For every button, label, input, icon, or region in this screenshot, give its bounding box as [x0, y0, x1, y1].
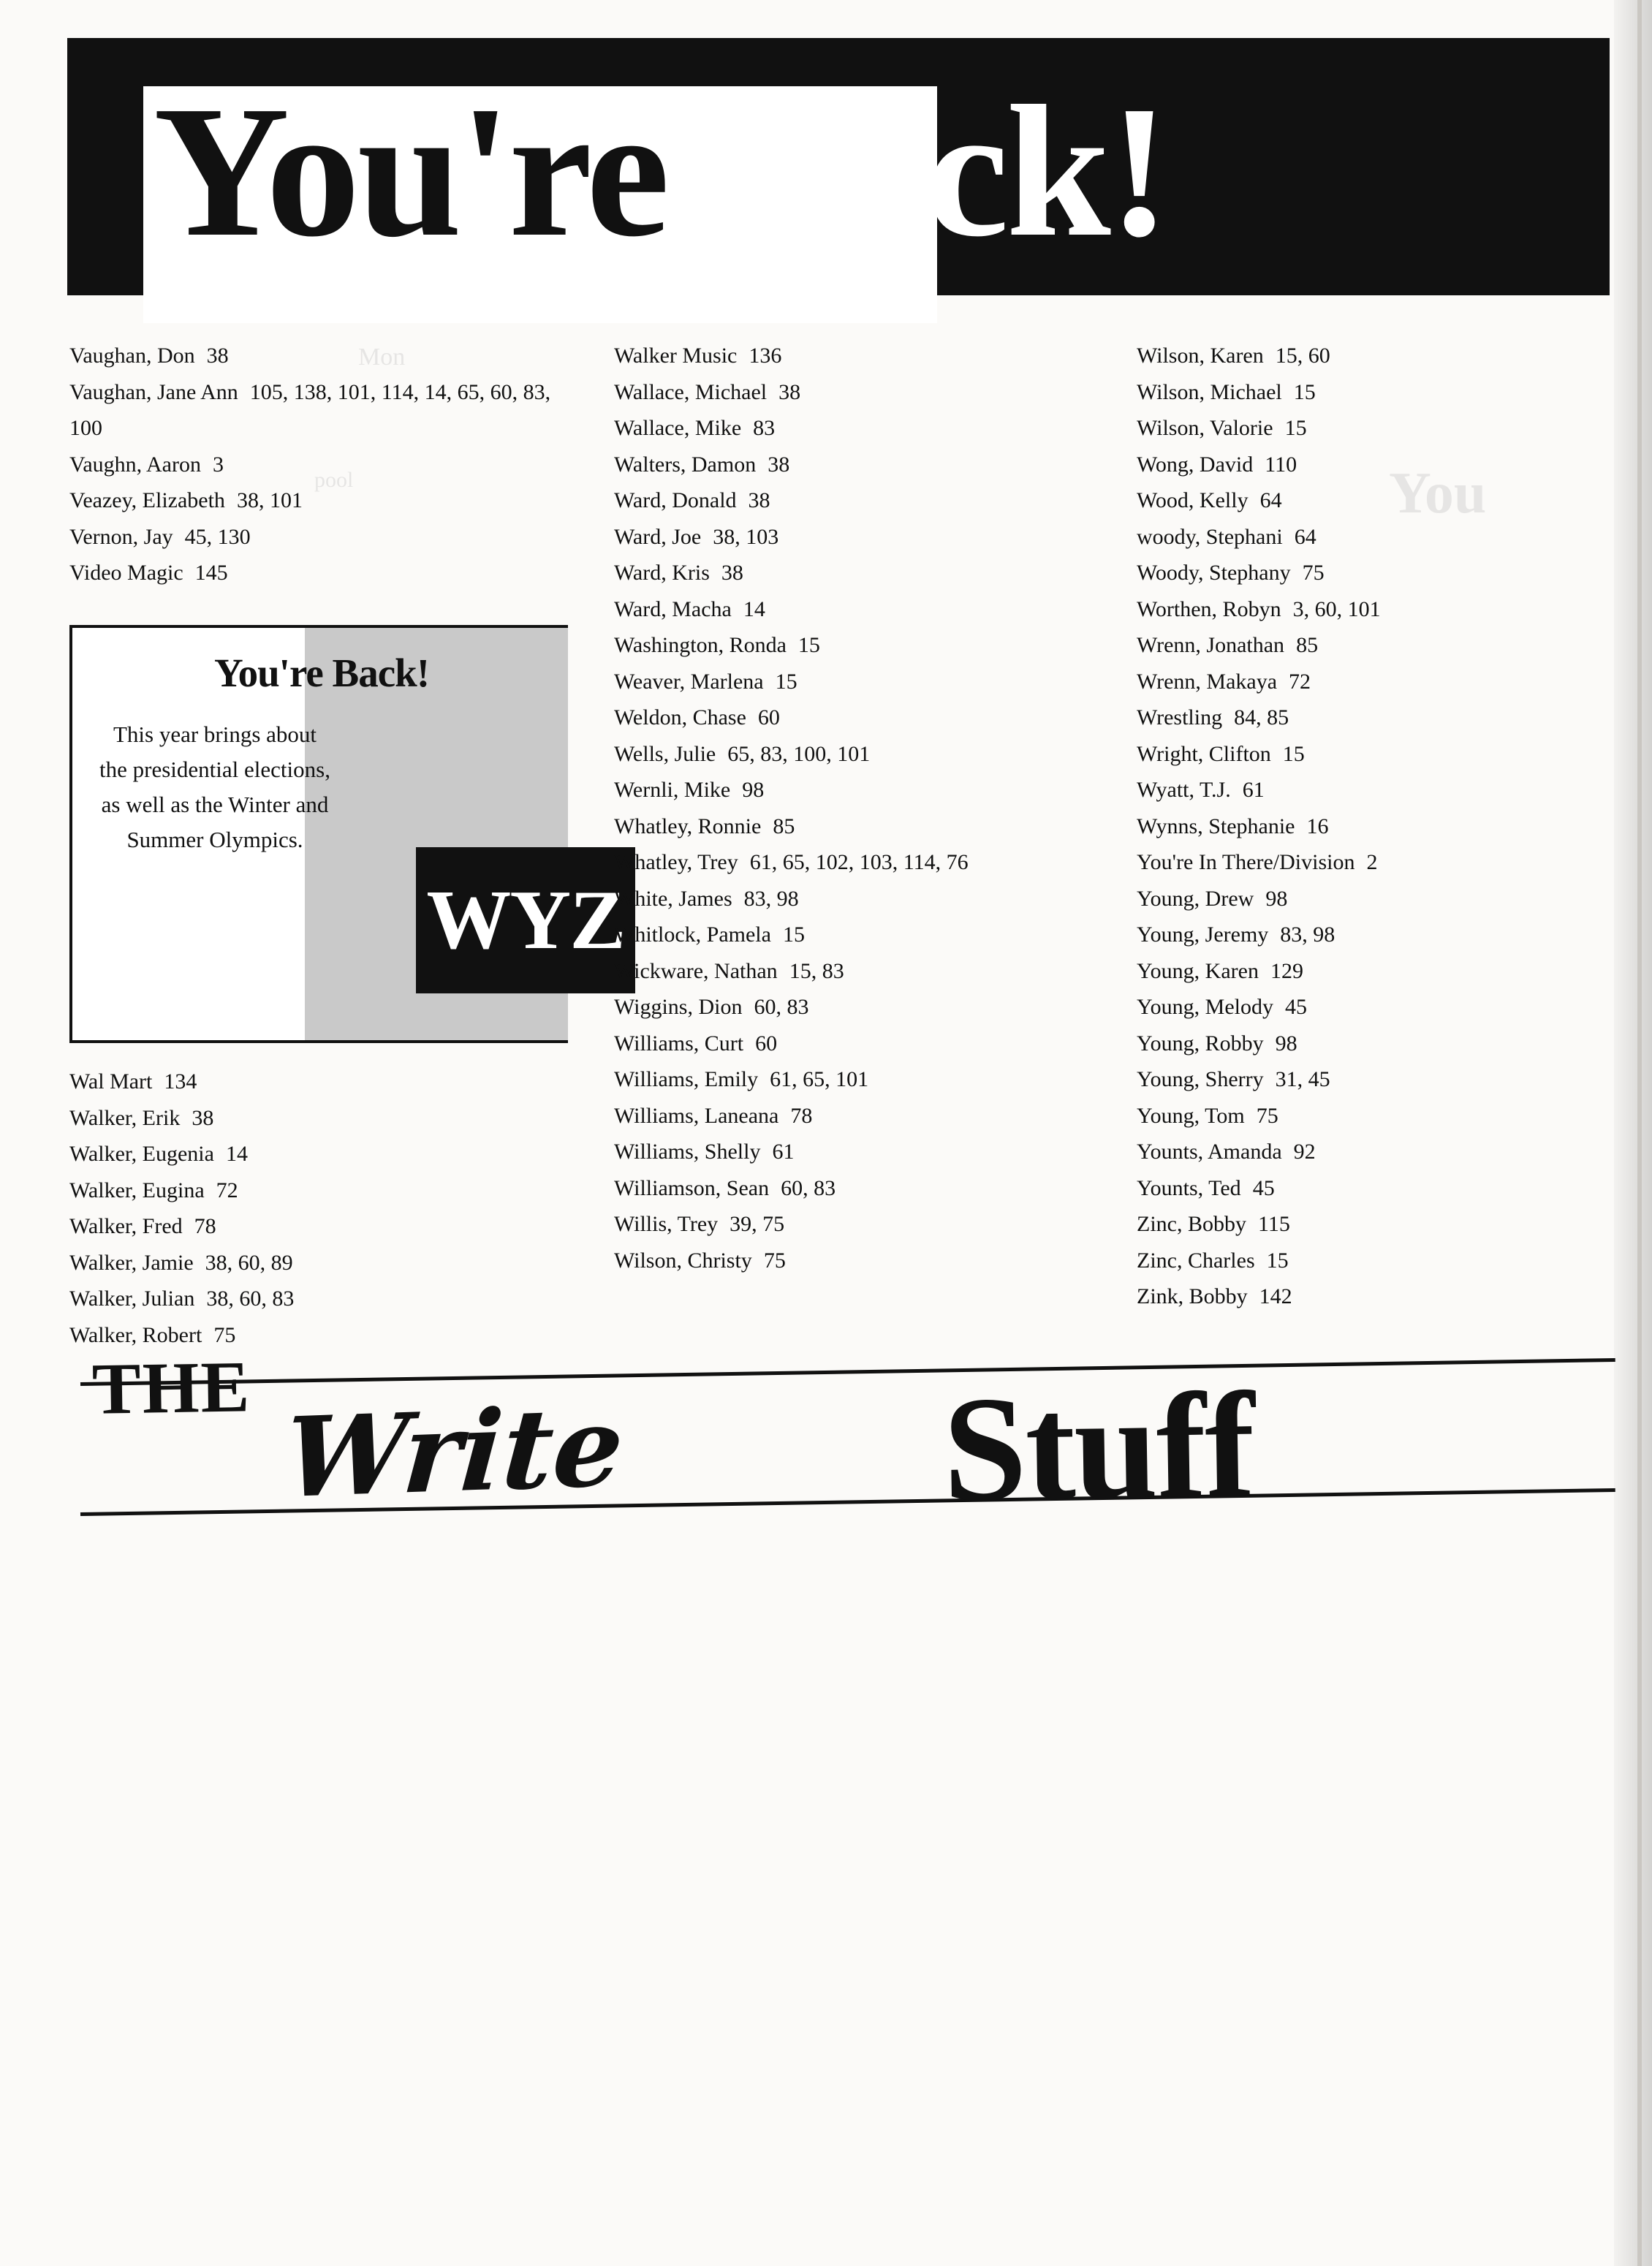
- index-entry-pages: 14: [743, 596, 765, 621]
- index-entry-pages: 83, 98: [743, 886, 799, 911]
- index-entry-name: Zink, Bobby: [1137, 1284, 1248, 1308]
- index-entry: [614, 664, 1118, 700]
- index-entry-name: Ward, Donald: [614, 488, 737, 512]
- index-entry-pages: 142: [1259, 1284, 1292, 1308]
- index-entry-pages: 60, 83: [754, 995, 809, 1019]
- index-entry: [1137, 1098, 1619, 1134]
- index-entry-pages: 61: [772, 1140, 795, 1164]
- index-entry-name: Young, Tom: [1137, 1103, 1245, 1128]
- index-entry-name: Young, Jeremy: [1137, 922, 1269, 947]
- index-entry-pages: 38: [768, 452, 790, 477]
- index-entry-pages: 15: [797, 633, 820, 657]
- index-entry: [614, 989, 1118, 1026]
- index-entry: [1137, 1206, 1619, 1243]
- index-entry-name: Zinc, Bobby: [1137, 1212, 1246, 1236]
- index-entry: [1137, 844, 1619, 881]
- index-entry-name: Vaughan, Don: [69, 344, 195, 368]
- index-column-1: [69, 338, 574, 591]
- index-entry-name: Wallace, Michael: [614, 379, 768, 404]
- blurb-title: You're Back!: [213, 651, 430, 695]
- index-entry-pages: 110: [1265, 452, 1297, 477]
- index-entry-pages: 92: [1293, 1140, 1316, 1164]
- index-entry: [1137, 374, 1619, 411]
- index-entry-name: Wilson, Christy: [614, 1248, 752, 1273]
- index-entry-name: Ward, Macha: [614, 596, 732, 621]
- index-entry-pages: 98: [1275, 1031, 1297, 1056]
- index-entry-pages: 60, 83: [781, 1175, 836, 1200]
- index-entry-name: Walker, Fred: [69, 1214, 183, 1238]
- index-entry: [614, 700, 1118, 736]
- index-entry-pages: 75: [1256, 1103, 1278, 1128]
- index-entry-name: Williams, Shelly: [614, 1140, 761, 1164]
- index-entry-pages: 3: [212, 452, 224, 477]
- index-entry: [614, 844, 1118, 881]
- index-entry-pages: 38: [721, 561, 743, 585]
- index-entry-pages: 136: [749, 344, 782, 368]
- blurb-letters-label: WYZ: [426, 874, 625, 967]
- index-entry: [614, 1170, 1118, 1207]
- index-entry-pages: 75: [213, 1322, 236, 1347]
- index-entry-pages: 98: [1265, 886, 1288, 911]
- index-entry: [69, 1136, 574, 1172]
- index-entry-pages: 115: [1258, 1212, 1290, 1236]
- index-entry-pages: 83, 98: [1280, 922, 1335, 947]
- index-entry-pages: 78: [194, 1214, 216, 1238]
- index-entry-name: Walker, Robert: [69, 1322, 202, 1347]
- index-entry-pages: 38, 101: [236, 488, 303, 512]
- index-entry-name: White, James: [614, 886, 732, 911]
- index-entry-name: You're In There/Division: [1137, 850, 1355, 874]
- index-entry-pages: 85: [1296, 633, 1319, 657]
- index-entry: [69, 1245, 574, 1281]
- index-entry: [614, 519, 1118, 556]
- index-entry-name: Wyatt, T.J.: [1137, 778, 1231, 802]
- index-entry-name: Wrenn, Jonathan: [1137, 633, 1285, 657]
- index-entry-pages: 38: [778, 379, 801, 404]
- index-entry-name: Worthen, Robyn: [1137, 596, 1281, 621]
- index-entry-name: Young, Melody: [1137, 995, 1273, 1019]
- index-entry-name: Wright, Clifton: [1137, 741, 1271, 766]
- index-entry: [614, 953, 1118, 990]
- index-entry: [1137, 447, 1619, 483]
- index-entry: [614, 410, 1118, 447]
- index-entry: [69, 1208, 574, 1245]
- index-entry: [1137, 772, 1619, 808]
- index-entry-name: Wood, Kelly: [1137, 488, 1249, 512]
- index-column-1-lower: [69, 1064, 574, 1353]
- index-entry-name: Young, Karen: [1137, 958, 1259, 983]
- index-entry-name: Williams, Emily: [614, 1067, 759, 1091]
- index-entry: [614, 772, 1118, 808]
- index-entry: [1137, 1278, 1619, 1315]
- index-entry: [1137, 881, 1619, 917]
- index-entry-name: Walters, Damon: [614, 452, 757, 477]
- banner-title-part-2: Back!: [667, 67, 1168, 276]
- index-entry: [1137, 338, 1619, 374]
- index-entry-pages: 15, 60: [1275, 344, 1330, 368]
- index-entry: [1137, 1243, 1619, 1279]
- index-entry-name: Wernli, Mike: [614, 778, 731, 802]
- logo-rule-top: [80, 1358, 1615, 1386]
- index-entry: [614, 1206, 1118, 1243]
- index-entry-name: Video Magic: [69, 561, 183, 585]
- index-entry: [614, 555, 1118, 591]
- index-entry-pages: 64: [1294, 524, 1316, 549]
- index-entry: [614, 338, 1118, 374]
- index-entry-pages: 75: [763, 1248, 786, 1273]
- index-entry-pages: 38: [206, 344, 229, 368]
- index-entry-name: Wilson, Karen: [1137, 344, 1264, 368]
- scan-page-edge: [1637, 0, 1642, 2266]
- index-entry: [614, 1243, 1118, 1279]
- index-entry-name: Younts, Ted: [1137, 1175, 1241, 1200]
- index-entry: [1137, 989, 1619, 1026]
- index-entry-name: Wells, Julie: [614, 741, 716, 766]
- index-entry: [1137, 482, 1619, 519]
- index-column-3: [1137, 338, 1619, 1315]
- index-entry-pages: 64: [1259, 488, 1282, 512]
- index-entry-name: Walker, Erik: [69, 1105, 181, 1130]
- index-entry-name: Whatley, Trey: [614, 850, 738, 874]
- scan-gutter: [1614, 0, 1652, 2266]
- index-entry: [69, 1064, 574, 1100]
- index-entry: [69, 338, 574, 374]
- index-entry: [1137, 410, 1619, 447]
- index-entry-pages: 2: [1366, 850, 1378, 874]
- index-entry-pages: 65, 83, 100, 101: [727, 741, 871, 766]
- index-entry-pages: 83: [753, 416, 776, 440]
- banner-title: [67, 38, 1610, 295]
- index-entry-name: Walker Music: [614, 344, 738, 368]
- index-entry-name: Ward, Kris: [614, 561, 710, 585]
- index-entry-pages: 105, 138, 101, 114, 14, 65, 60, 83, 100: [69, 379, 551, 440]
- index-column-2: [614, 338, 1118, 1278]
- index-entry-pages: 31, 45: [1275, 1067, 1330, 1091]
- index-entry-pages: 145: [194, 561, 228, 585]
- index-entry-pages: 45: [1285, 995, 1307, 1019]
- index-entry-name: Wynns, Stephanie: [1137, 814, 1295, 838]
- index-entry-pages: 61, 65, 101: [770, 1067, 869, 1091]
- logo-stuff-text: Stuff: [941, 1360, 1255, 1534]
- index-entry-name: Ward, Joe: [614, 524, 702, 549]
- index-entry-pages: 38: [748, 488, 770, 512]
- index-entry-pages: 15: [1266, 1248, 1289, 1273]
- index-entry: [1137, 1170, 1619, 1207]
- index-entry: [614, 1098, 1118, 1134]
- index-entry-pages: 72: [216, 1178, 238, 1202]
- index-entry-pages: 45, 130: [184, 524, 251, 549]
- index-entry-name: Woody, Stephany: [1137, 561, 1291, 585]
- index-entry: [69, 1100, 574, 1137]
- index-entry-name: Willis, Trey: [614, 1212, 719, 1236]
- page-banner: [67, 38, 1610, 295]
- index-entry-name: Wal Mart: [69, 1069, 153, 1094]
- index-entry: [69, 1172, 574, 1209]
- index-entry-pages: 38, 60, 89: [205, 1250, 293, 1275]
- index-entry-name: Wrenn, Makaya: [1137, 669, 1278, 694]
- index-entry-name: Wong, David: [1137, 452, 1254, 477]
- index-entry: [614, 1026, 1118, 1062]
- index-entry: [614, 1061, 1118, 1098]
- index-entry-pages: 16: [1306, 814, 1329, 838]
- index-entry-pages: 85: [773, 814, 795, 838]
- index-entry: [1137, 953, 1619, 990]
- index-entry-name: Vaughan, Jane Ann: [69, 379, 238, 404]
- index-entry: [614, 591, 1118, 628]
- index-entry: [614, 627, 1118, 664]
- index-entry-pages: 129: [1270, 958, 1303, 983]
- index-entry: [69, 555, 574, 591]
- index-entry: [69, 447, 574, 483]
- index-entry: [69, 482, 574, 519]
- index-entry-name: Walker, Jamie: [69, 1250, 194, 1275]
- index-entry-name: Williamson, Sean: [614, 1175, 770, 1200]
- index-entry-name: Weaver, Marlena: [614, 669, 764, 694]
- index-entry: [614, 482, 1118, 519]
- index-entry: [1137, 1134, 1619, 1170]
- index-entry: [614, 917, 1118, 953]
- index-entry-pages: 98: [742, 778, 765, 802]
- index-entry-name: Williams, Laneana: [614, 1103, 779, 1128]
- index-entry-name: Williams, Curt: [614, 1031, 744, 1056]
- index-entry-name: Whatley, Ronnie: [614, 814, 762, 838]
- index-entry-pages: 15, 83: [789, 958, 844, 983]
- index-entry: [1137, 627, 1619, 664]
- ghost-text-mon: Mon: [358, 344, 406, 371]
- index-entry: [1137, 917, 1619, 953]
- index-entry-name: Young, Sherry: [1137, 1067, 1264, 1091]
- index-entry-pages: 72: [1289, 669, 1311, 694]
- sidebar-blurb-box: [69, 625, 625, 1043]
- index-entry: [1137, 555, 1619, 591]
- index-entry-name: Young, Drew: [1137, 886, 1254, 911]
- index-entry-name: Walker, Eugina: [69, 1178, 205, 1202]
- index-entry-pages: 45: [1252, 1175, 1275, 1200]
- ghost-text-pool: pool: [314, 468, 354, 492]
- index-entry: [1137, 664, 1619, 700]
- index-entry: [614, 736, 1118, 773]
- index-entry: [1137, 1061, 1619, 1098]
- index-entry: [1137, 1026, 1619, 1062]
- index-entry-pages: 60: [755, 1031, 778, 1056]
- index-entry: [69, 519, 574, 556]
- index-entry-name: Wilson, Michael: [1137, 379, 1282, 404]
- index-entry-pages: 15: [1284, 416, 1307, 440]
- index-entry-pages: 15: [1282, 741, 1305, 766]
- index-entry-name: Wiggins, Dion: [614, 995, 743, 1019]
- index-entry: [1137, 700, 1619, 736]
- index-entry-name: Wickware, Nathan: [614, 958, 778, 983]
- index-entry-name: Walker, Eugenia: [69, 1142, 214, 1166]
- index-entry-name: Wrestling: [1137, 705, 1223, 730]
- index-entry-name: Young, Robby: [1137, 1031, 1264, 1056]
- index-entry: [1137, 736, 1619, 773]
- index-entry: [614, 1134, 1118, 1170]
- index-entry: [69, 1281, 574, 1317]
- index-entry: [614, 881, 1118, 917]
- logo-write-text: Write: [280, 1382, 628, 1523]
- index-entry-pages: 61, 65, 102, 103, 114, 76: [749, 850, 969, 874]
- index-entry-pages: 38, 103: [713, 524, 779, 549]
- index-entry-name: Vernon, Jay: [69, 524, 173, 549]
- index-entry-name: Wilson, Valorie: [1137, 416, 1273, 440]
- index-entry: [614, 447, 1118, 483]
- index-entry: [1137, 808, 1619, 845]
- index-entry-pages: 38, 60, 83: [206, 1287, 295, 1311]
- index-entry-pages: 61: [1242, 778, 1265, 802]
- footer-logo: [80, 1346, 1615, 1534]
- blurb-body-text: This year brings about the presidential elections, as well as the Winter and Summer Olympics.: [99, 721, 330, 852]
- index-entry-pages: 15: [782, 922, 805, 947]
- index-entry-name: Washington, Ronda: [614, 633, 787, 657]
- index-entry: [1137, 591, 1619, 628]
- index-entry-pages: 15: [775, 669, 797, 694]
- index-entry: [614, 808, 1118, 845]
- index-entry-pages: 134: [164, 1069, 197, 1094]
- index-entry-pages: 75: [1302, 561, 1325, 585]
- index-entry-pages: 39, 75: [730, 1212, 785, 1236]
- index-entry-name: Whitlock, Pamela: [614, 922, 771, 947]
- index-entry-pages: 14: [225, 1142, 248, 1166]
- index-entry-name: Weldon, Chase: [614, 705, 746, 730]
- ghost-text-you: You: [1389, 461, 1487, 526]
- index-entry-name: Vaughn, Aaron: [69, 452, 201, 477]
- index-entry-name: Wallace, Mike: [614, 416, 742, 440]
- index-entry-name: Zinc, Charles: [1137, 1248, 1255, 1273]
- index-entry-pages: 3, 60, 101: [1292, 596, 1381, 621]
- logo-the-text: THE: [91, 1346, 252, 1430]
- index-entry-name: Younts, Amanda: [1137, 1140, 1282, 1164]
- banner-title-part-1: You're: [154, 67, 667, 276]
- index-entry-name: Walker, Julian: [69, 1287, 195, 1311]
- index-entry: [614, 374, 1118, 411]
- index-entry-pages: 84, 85: [1234, 705, 1289, 730]
- index-entry-pages: 60: [757, 705, 780, 730]
- index-entry-pages: 38: [192, 1105, 214, 1130]
- index-entry-name: Veazey, Elizabeth: [69, 488, 225, 512]
- index-entry-pages: 15: [1293, 379, 1316, 404]
- index-entry-name: woody, Stephani: [1137, 524, 1283, 549]
- index-entry-pages: 78: [790, 1103, 813, 1128]
- index-entry: [69, 374, 574, 447]
- index-entry: [1137, 519, 1619, 556]
